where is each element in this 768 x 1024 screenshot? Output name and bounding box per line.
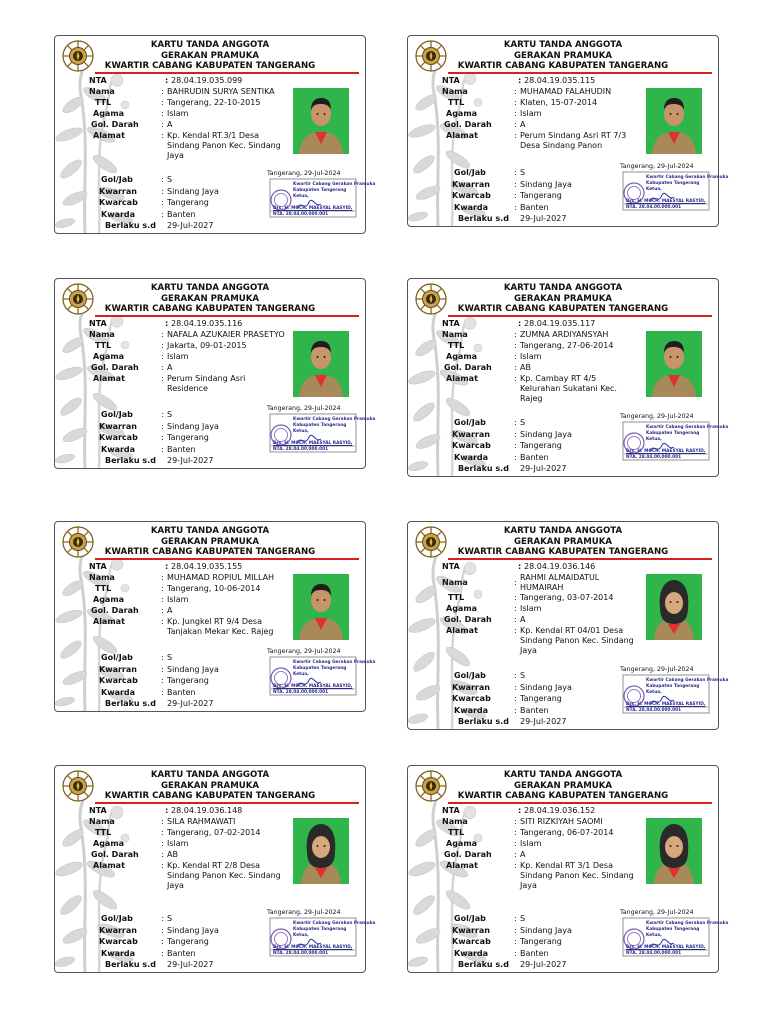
- stamp-region: Kabupaten Tangerang: [293, 423, 347, 428]
- label-kwarda: Kwarda: [454, 948, 489, 958]
- card-branch: KWARTIR CABANG KABUPATEN TANGERANG: [457, 791, 669, 802]
- value-alamat: : Kp. Kendal RT 2/8 Desa Sindang Panon Kec. Sindang Jaya: [161, 861, 281, 890]
- label-kwarda: Kwarda: [454, 452, 489, 462]
- card-branch: KWARTIR CABANG KABUPATEN TANGERANG: [457, 61, 669, 72]
- label-kwarcab: Kwarcab: [452, 441, 491, 450]
- value-kwarcab: : Tangerang: [161, 937, 209, 946]
- value-nama: : BAHRUDIN SURYA SENTIKA: [161, 87, 275, 96]
- card-header: [408, 526, 718, 558]
- label-ttl: TTL: [95, 98, 112, 107]
- card-branch: KWARTIR CABANG KABUPATEN TANGERANG: [104, 304, 316, 315]
- value-gol-darah: : AB: [514, 363, 531, 372]
- member-photo: [293, 331, 349, 397]
- member-photo: [646, 574, 702, 640]
- value-agama: : Islam: [161, 109, 189, 118]
- card-org: GERAKAN PRAMUKA: [513, 536, 613, 547]
- label-nta: NTA: [442, 319, 460, 328]
- card-header: [55, 40, 365, 72]
- label-alamat: Alamat: [446, 131, 478, 140]
- stamp-role: Ketua,: [646, 690, 662, 695]
- card-title: KARTU TANDA ANGGOTA: [503, 283, 623, 293]
- value-alamat: : Perum Sindang Asri Residence: [161, 374, 246, 393]
- value-berlaku: 29-Jul-2027: [167, 221, 214, 230]
- value-gol-jab: : S: [161, 914, 173, 923]
- value-agama: : Islam: [514, 109, 542, 118]
- label-kwarcab: Kwarcab: [452, 937, 491, 946]
- label-kwarda: Kwarda: [101, 687, 136, 697]
- label-berlaku: Berlaku s.d: [458, 464, 509, 473]
- signer-name: Drs. H. MOCH. MAESYAL RASYID,: [273, 684, 353, 689]
- value-ttl: : Tangerang, 03-07-2014: [514, 593, 614, 602]
- card-header: [408, 40, 718, 72]
- stamp-role: Ketua,: [293, 933, 309, 938]
- card-header: [408, 770, 718, 802]
- value-kwarran: : Sindang Jaya: [161, 421, 219, 431]
- value-berlaku: 29-Jul-2027: [520, 214, 567, 223]
- label-nta: NTA: [89, 319, 107, 328]
- label-gol-darah: Gol. Darah: [444, 615, 492, 624]
- value-kwarda: : Banten: [514, 452, 549, 462]
- label-kwarran: Kwarran: [452, 682, 490, 692]
- label-berlaku: Berlaku s.d: [105, 456, 156, 465]
- stamp-region: Kabupaten Tangerang: [293, 927, 347, 932]
- card-header: [55, 526, 365, 558]
- value-kwarran: : Sindang Jaya: [161, 925, 219, 935]
- value-gol-jab: : S: [161, 410, 173, 419]
- value-ttl: : Tangerang, 22-10-2015: [161, 98, 261, 107]
- card-branch: KWARTIR CABANG KABUPATEN TANGERANG: [104, 61, 316, 72]
- value-gol-darah: : A: [161, 363, 173, 372]
- card-title: KARTU TANDA ANGGOTA: [150, 283, 270, 293]
- value-nta: : 28.04.19.035.099: [165, 76, 243, 85]
- label-nama: Nama: [442, 87, 468, 96]
- stamp-org: Kwartir Cabang Gerakan Pramuka: [293, 417, 376, 422]
- label-ttl: TTL: [95, 341, 112, 350]
- label-ttl: TTL: [448, 98, 465, 107]
- signature-stamp: [622, 917, 729, 957]
- label-kwarda: Kwarda: [101, 948, 136, 958]
- value-gol-darah: : A: [161, 606, 173, 615]
- value-gol-jab: : S: [514, 418, 526, 427]
- label-agama: Agama: [446, 109, 478, 118]
- value-agama: : Islam: [161, 595, 189, 604]
- value-kwarcab: : Tangerang: [514, 191, 562, 200]
- value-kwarran: : Sindang Jaya: [514, 179, 572, 189]
- card-title: KARTU TANDA ANGGOTA: [503, 770, 623, 780]
- signer-nta: NTA. 28.04.00.000.001: [626, 708, 682, 713]
- stamp-role: Ketua,: [293, 672, 309, 677]
- label-ttl: TTL: [448, 593, 465, 602]
- sign-place-date: Tangerang, 29-Jul-2024: [620, 909, 694, 916]
- value-berlaku: 29-Jul-2027: [520, 464, 567, 473]
- label-nama: Nama: [89, 330, 115, 339]
- header-divider: [95, 802, 359, 804]
- label-kwarcab: Kwarcab: [99, 433, 138, 442]
- stamp-org: Kwartir Cabang Gerakan Pramuka: [646, 678, 729, 683]
- signer-name: Drs. H. MOCH. MAESYAL RASYID,: [626, 702, 706, 707]
- label-gol-darah: Gol. Darah: [91, 606, 139, 615]
- stamp-org: Kwartir Cabang Gerakan Pramuka: [293, 660, 376, 665]
- value-alamat: : Kp. Jungkel RT 9/4 Desa Tanjakan Mekar Kec. Rajeg: [161, 617, 274, 636]
- signer-name: Drs. H. MOCH. MAESYAL RASYID,: [273, 945, 353, 950]
- value-nama: : MUHAMAD FALAHUDIN: [514, 87, 612, 96]
- card-branch: KWARTIR CABANG KABUPATEN TANGERANG: [457, 304, 669, 315]
- signature-stamp: [622, 171, 729, 211]
- label-nama: Nama: [442, 817, 468, 826]
- label-gol-jab: Gol/Jab: [101, 914, 133, 923]
- value-kwarran: : Sindang Jaya: [514, 925, 572, 935]
- value-agama: : Islam: [161, 839, 189, 848]
- card-org: GERAKAN PRAMUKA: [513, 50, 613, 61]
- label-agama: Agama: [93, 109, 125, 118]
- label-kwarda: Kwarda: [101, 209, 136, 219]
- label-ttl: TTL: [95, 584, 112, 593]
- value-agama: : Islam: [514, 352, 542, 361]
- value-nta: : 28.04.19.035.115: [518, 76, 596, 85]
- label-berlaku: Berlaku s.d: [458, 214, 509, 223]
- value-kwarda: : Banten: [161, 209, 196, 219]
- value-nama: : RAHMI ALMAIDATUL HUMAIRAH: [514, 573, 600, 592]
- label-kwarcab: Kwarcab: [99, 676, 138, 685]
- member-card: [407, 521, 729, 730]
- sign-place-date: Tangerang, 29-Jul-2024: [620, 413, 694, 420]
- card-org: GERAKAN PRAMUKA: [513, 780, 613, 791]
- label-berlaku: Berlaku s.d: [105, 221, 156, 230]
- value-kwarran: : Sindang Jaya: [514, 429, 572, 439]
- value-alamat: : Kp. Kendal RT.3/1 Desa Sindang Panon Kec. Sindang Jaya: [161, 131, 281, 160]
- member-card: [54, 765, 376, 973]
- card-title: KARTU TANDA ANGGOTA: [503, 526, 623, 536]
- member-photo: [646, 88, 702, 154]
- signer-name: Drs. H. MOCH. MAESYAL RASYID,: [273, 441, 353, 446]
- card-branch: KWARTIR CABANG KABUPATEN TANGERANG: [457, 547, 669, 558]
- value-kwarcab: : Tangerang: [161, 433, 209, 442]
- label-gol-jab: Gol/Jab: [101, 175, 133, 184]
- card-header: [55, 770, 365, 802]
- member-card: [407, 278, 729, 477]
- stamp-role: Ketua,: [293, 194, 309, 199]
- value-kwarda: : Banten: [514, 705, 549, 715]
- member-photo: [293, 574, 349, 640]
- value-nta: : 28.04.19.035.117: [518, 319, 596, 328]
- label-agama: Agama: [93, 352, 125, 361]
- card-org: GERAKAN PRAMUKA: [160, 780, 260, 791]
- value-kwarda: : Banten: [161, 444, 196, 454]
- signer-name: Drs. H. MOCH. MAESYAL RASYID,: [273, 206, 353, 211]
- stamp-role: Ketua,: [646, 437, 662, 442]
- label-agama: Agama: [446, 839, 478, 848]
- signer-nta: NTA. 28.04.00.000.001: [626, 205, 682, 210]
- header-divider: [448, 558, 712, 560]
- label-kwarran: Kwarran: [452, 179, 490, 189]
- card-org: GERAKAN PRAMUKA: [160, 536, 260, 547]
- value-kwarcab: : Tangerang: [161, 198, 209, 207]
- value-nta: : 28.04.19.036.148: [165, 806, 243, 815]
- value-nama: : SITI RIZKIYAH SAOMI: [514, 817, 603, 826]
- label-alamat: Alamat: [93, 617, 125, 626]
- card-title: KARTU TANDA ANGGOTA: [503, 40, 623, 50]
- signer-name: Drs. H. MOCH. MAESYAL RASYID,: [626, 199, 706, 204]
- value-alamat: : Perum Sindang Asri RT 7/3 Desa Sindang Panon: [514, 131, 627, 150]
- label-nama: Nama: [89, 87, 115, 96]
- signature-stamp: [622, 674, 729, 714]
- value-kwarcab: : Tangerang: [161, 676, 209, 685]
- value-kwarcab: : Tangerang: [514, 937, 562, 946]
- stamp-org: Kwartir Cabang Gerakan Pramuka: [646, 425, 729, 430]
- value-kwarda: : Banten: [514, 202, 549, 212]
- value-kwarran: : Sindang Jaya: [514, 682, 572, 692]
- value-ttl: : Tangerang, 27-06-2014: [514, 341, 614, 350]
- member-photo: [293, 88, 349, 154]
- value-kwarda: : Banten: [514, 948, 549, 958]
- stamp-org: Kwartir Cabang Gerakan Pramuka: [646, 921, 729, 926]
- signature-stamp: [269, 413, 376, 453]
- signature-stamp: [622, 421, 729, 461]
- header-divider: [448, 72, 712, 74]
- label-nta: NTA: [89, 76, 107, 85]
- value-kwarcab: : Tangerang: [514, 694, 562, 703]
- value-berlaku: 29-Jul-2027: [520, 960, 567, 969]
- label-nta: NTA: [442, 806, 460, 815]
- signer-nta: NTA. 28.04.00.000.001: [626, 951, 682, 956]
- card-title: KARTU TANDA ANGGOTA: [150, 526, 270, 536]
- sign-place-date: Tangerang, 29-Jul-2024: [620, 163, 694, 170]
- label-nta: NTA: [89, 806, 107, 815]
- label-agama: Agama: [93, 595, 125, 604]
- value-ttl: : Tangerang, 07-02-2014: [161, 828, 261, 837]
- stamp-role: Ketua,: [646, 187, 662, 192]
- signer-name: Drs. H. MOCH. MAESYAL RASYID,: [626, 449, 706, 454]
- label-ttl: TTL: [448, 341, 465, 350]
- member-photo: [646, 331, 702, 397]
- stamp-region: Kabupaten Tangerang: [293, 666, 347, 671]
- card-title: KARTU TANDA ANGGOTA: [150, 770, 270, 780]
- value-nama: : SILA RAHMAWATI: [161, 817, 236, 826]
- member-card: [54, 278, 376, 469]
- value-alamat: : Kp. Kendal RT 04/01 Desa Sindang Panon Kec. Sindang Jaya: [514, 626, 634, 655]
- stamp-region: Kabupaten Tangerang: [646, 431, 700, 436]
- label-nta: NTA: [442, 76, 460, 85]
- label-kwarran: Kwarran: [99, 186, 137, 196]
- signer-name: Drs. H. MOCH. MAESYAL RASYID,: [626, 945, 706, 950]
- value-gol-jab: : S: [514, 914, 526, 923]
- signer-nta: NTA. 28.04.00.000.001: [626, 455, 682, 460]
- signer-nta: NTA. 28.04.00.000.001: [273, 690, 329, 695]
- label-alamat: Alamat: [93, 374, 125, 383]
- label-nama: Nama: [442, 330, 468, 339]
- value-alamat: : Kp. Cambay RT 4/5 Kelurahan Sukatani Kec. Rajeg: [514, 374, 617, 403]
- label-nama: Nama: [89, 817, 115, 826]
- label-gol-darah: Gol. Darah: [444, 120, 492, 129]
- label-berlaku: Berlaku s.d: [105, 699, 156, 708]
- stamp-region: Kabupaten Tangerang: [646, 181, 700, 186]
- value-nama: : NAFALA AZUKAIER PRASETYO: [161, 330, 285, 339]
- label-kwarcab: Kwarcab: [99, 937, 138, 946]
- card-org: GERAKAN PRAMUKA: [513, 293, 613, 304]
- card-branch: KWARTIR CABANG KABUPATEN TANGERANG: [104, 791, 316, 802]
- value-kwarda: : Banten: [161, 948, 196, 958]
- value-nama: : MUHAMAD ROPIUL MILLAH: [161, 573, 275, 582]
- value-nta: : 28.04.19.035.116: [165, 319, 243, 328]
- label-gol-darah: Gol. Darah: [91, 850, 139, 859]
- member-card: [54, 35, 376, 234]
- value-agama: : Islam: [514, 604, 542, 613]
- card-org: GERAKAN PRAMUKA: [160, 293, 260, 304]
- label-gol-jab: Gol/Jab: [101, 653, 133, 662]
- card-branch: KWARTIR CABANG KABUPATEN TANGERANG: [104, 547, 316, 558]
- label-kwarda: Kwarda: [454, 202, 489, 212]
- value-kwarran: : Sindang Jaya: [161, 664, 219, 674]
- header-divider: [448, 802, 712, 804]
- label-nama: Nama: [442, 578, 468, 587]
- stamp-org: Kwartir Cabang Gerakan Pramuka: [293, 182, 376, 187]
- label-gol-jab: Gol/Jab: [101, 410, 133, 419]
- label-berlaku: Berlaku s.d: [105, 960, 156, 969]
- label-gol-darah: Gol. Darah: [91, 363, 139, 372]
- label-agama: Agama: [446, 352, 478, 361]
- label-kwarran: Kwarran: [452, 429, 490, 439]
- label-gol-darah: Gol. Darah: [91, 120, 139, 129]
- sign-place-date: Tangerang, 29-Jul-2024: [267, 405, 341, 412]
- label-kwarcab: Kwarcab: [99, 198, 138, 207]
- label-kwarran: Kwarran: [99, 664, 137, 674]
- label-alamat: Alamat: [446, 374, 478, 383]
- label-agama: Agama: [93, 839, 125, 848]
- value-nta: : 28.04.19.035.155: [165, 562, 243, 571]
- signer-nta: NTA. 28.04.00.000.001: [273, 212, 329, 217]
- label-nta: NTA: [89, 562, 107, 571]
- card-title: KARTU TANDA ANGGOTA: [150, 40, 270, 50]
- header-divider: [95, 72, 359, 74]
- value-kwarran: : Sindang Jaya: [161, 186, 219, 196]
- value-gol-jab: : S: [161, 175, 173, 184]
- value-ttl: : Tangerang, 10-06-2014: [161, 584, 261, 593]
- label-kwarda: Kwarda: [454, 705, 489, 715]
- label-gol-darah: Gol. Darah: [444, 850, 492, 859]
- label-nama: Nama: [89, 573, 115, 582]
- value-gol-jab: : S: [514, 671, 526, 680]
- stamp-role: Ketua,: [646, 933, 662, 938]
- sign-place-date: Tangerang, 29-Jul-2024: [267, 909, 341, 916]
- label-gol-darah: Gol. Darah: [444, 363, 492, 372]
- member-card: [54, 521, 376, 712]
- label-alamat: Alamat: [446, 626, 478, 635]
- value-gol-darah: : AB: [161, 850, 178, 859]
- value-berlaku: 29-Jul-2027: [167, 960, 214, 969]
- value-ttl: : Jakarta, 09-01-2015: [161, 341, 247, 350]
- header-divider: [95, 315, 359, 317]
- label-kwarda: Kwarda: [101, 444, 136, 454]
- signature-stamp: [269, 656, 376, 696]
- signer-nta: NTA. 28.04.00.000.001: [273, 447, 329, 452]
- label-gol-jab: Gol/Jab: [454, 168, 486, 177]
- member-card: [407, 35, 729, 227]
- label-berlaku: Berlaku s.d: [458, 960, 509, 969]
- value-kwarcab: : Tangerang: [514, 441, 562, 450]
- label-alamat: Alamat: [93, 131, 125, 140]
- member-photo: [293, 818, 349, 884]
- label-ttl: TTL: [448, 828, 465, 837]
- value-agama: : Islam: [161, 352, 189, 361]
- value-nta: : 28.04.19.036.146: [518, 562, 596, 571]
- label-kwarcab: Kwarcab: [452, 191, 491, 200]
- header-divider: [95, 558, 359, 560]
- value-gol-jab: : S: [161, 653, 173, 662]
- label-gol-jab: Gol/Jab: [454, 671, 486, 680]
- signature-stamp: [269, 178, 376, 218]
- stamp-region: Kabupaten Tangerang: [646, 684, 700, 689]
- stamp-role: Ketua,: [293, 429, 309, 434]
- value-berlaku: 29-Jul-2027: [520, 717, 567, 726]
- value-alamat: : Kp. Kendal RT 3/1 Desa Sindang Panon Kec. Sindang Jaya: [514, 861, 634, 890]
- label-kwarran: Kwarran: [99, 925, 137, 935]
- label-ttl: TTL: [95, 828, 112, 837]
- value-kwarda: : Banten: [161, 687, 196, 697]
- stamp-org: Kwartir Cabang Gerakan Pramuka: [293, 921, 376, 926]
- stamp-org: Kwartir Cabang Gerakan Pramuka: [646, 175, 729, 180]
- card-org: GERAKAN PRAMUKA: [160, 50, 260, 61]
- label-agama: Agama: [446, 604, 478, 613]
- sign-place-date: Tangerang, 29-Jul-2024: [267, 648, 341, 655]
- value-gol-darah: : A: [161, 120, 173, 129]
- card-header: [55, 283, 365, 315]
- stamp-region: Kabupaten Tangerang: [293, 188, 347, 193]
- stamp-region: Kabupaten Tangerang: [646, 927, 700, 932]
- sign-place-date: Tangerang, 29-Jul-2024: [620, 666, 694, 673]
- header-divider: [448, 315, 712, 317]
- label-alamat: Alamat: [446, 861, 478, 870]
- label-nta: NTA: [442, 562, 460, 571]
- label-gol-jab: Gol/Jab: [454, 914, 486, 923]
- value-gol-jab: : S: [514, 168, 526, 177]
- value-gol-darah: : A: [514, 615, 526, 624]
- value-berlaku: 29-Jul-2027: [167, 456, 214, 465]
- label-alamat: Alamat: [93, 861, 125, 870]
- label-berlaku: Berlaku s.d: [458, 717, 509, 726]
- value-gol-darah: : A: [514, 120, 526, 129]
- value-agama: : Islam: [514, 839, 542, 848]
- value-nta: : 28.04.19.036.152: [518, 806, 596, 815]
- card-header: [408, 283, 718, 315]
- label-gol-jab: Gol/Jab: [454, 418, 486, 427]
- signer-nta: NTA. 28.04.00.000.001: [273, 951, 329, 956]
- sign-place-date: Tangerang, 29-Jul-2024: [267, 170, 341, 177]
- member-photo: [646, 818, 702, 884]
- label-kwarcab: Kwarcab: [452, 694, 491, 703]
- value-ttl: : Tangerang, 06-07-2014: [514, 828, 614, 837]
- label-kwarran: Kwarran: [452, 925, 490, 935]
- member-card: [407, 765, 729, 973]
- signature-stamp: [269, 917, 376, 957]
- label-kwarran: Kwarran: [99, 421, 137, 431]
- value-berlaku: 29-Jul-2027: [167, 699, 214, 708]
- value-ttl: : Klaten, 15-07-2014: [514, 98, 598, 107]
- value-nama: : ZUMNA ARDIYANSYAH: [514, 330, 609, 339]
- value-gol-darah: : A: [514, 850, 526, 859]
